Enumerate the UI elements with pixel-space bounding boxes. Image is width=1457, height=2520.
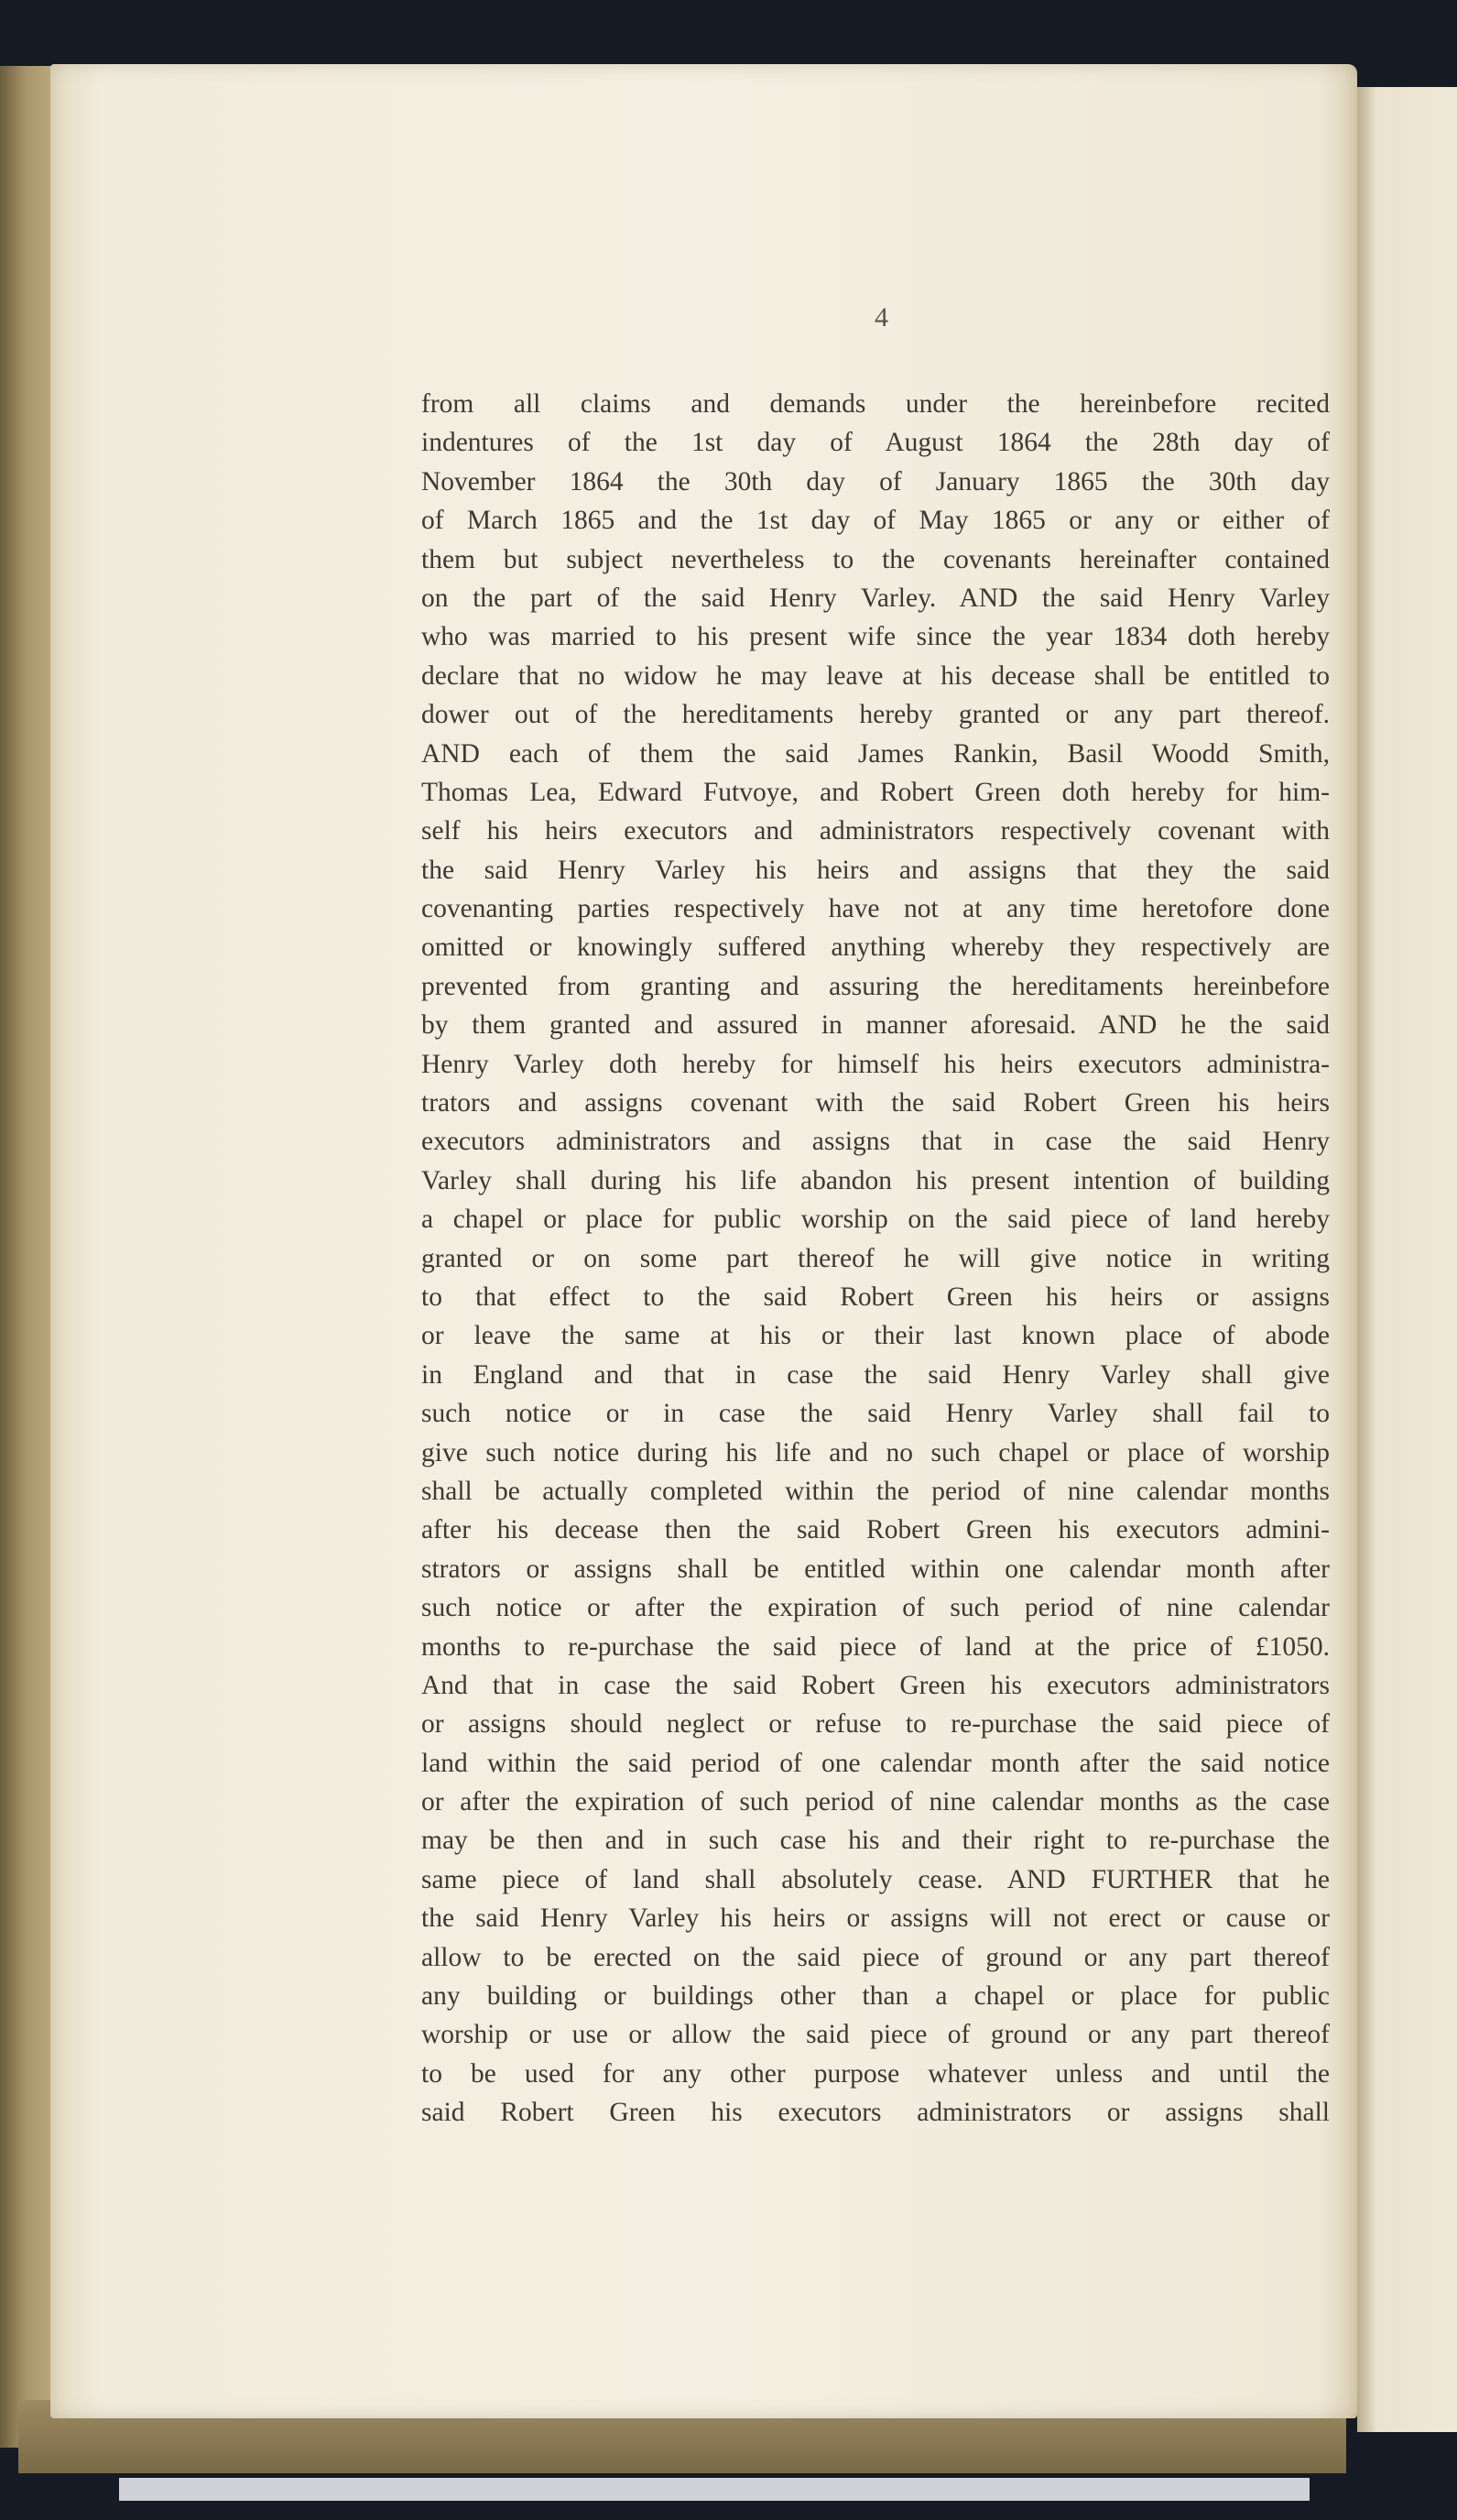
text-line: on the part of the said Henry Varley. AND the said Henry Varley: [421, 583, 1330, 613]
text-line: to that effect to the said Robert Green his heirs or assigns: [421, 1282, 1330, 1312]
text-line: shall be actually completed within the period of nine calendar months: [421, 1476, 1330, 1506]
text-line: November 1864 the 30th day of January 1865 the 30th day: [421, 466, 1330, 496]
text-line: Henry Varley doth hereby for himself his heirs executors administra-: [421, 1049, 1330, 1079]
body-text: [421, 385, 1330, 2133]
text-line: And that in case the said Robert Green his executors administrators: [421, 1670, 1330, 1700]
text-line: land within the said period of one calendar month after the said notice: [421, 1748, 1330, 1778]
text-line: prevented from granting and assuring the hereditaments hereinbefore: [421, 971, 1330, 1001]
text-line: a chapel or place for public worship on the said piece of land hereby: [421, 1205, 1330, 1235]
text-line: from all claims and demands under the hereinbefore recited: [421, 389, 1330, 419]
text-line: may be then and in such case his and their right to re-purchase the: [421, 1826, 1330, 1856]
text-line: Thomas Lea, Edward Futvoye, and Robert Green doth hereby for him-: [421, 777, 1330, 807]
text-line: any building or buildings other than a chapel or place for public: [421, 1981, 1330, 2012]
text-line: said Robert Green his executors administrators or assigns shall: [421, 2098, 1330, 2128]
text-line: to be used for any other purpose whatever unless and until the: [421, 2058, 1330, 2089]
text-line: granted or on some part thereof he will give notice in writing: [421, 1243, 1330, 1273]
text-line: or assigns should neglect or refuse to re-purchase the said piece of: [421, 1709, 1330, 1740]
text-line: who was married to his present wife since the year 1834 doth hereby: [421, 622, 1330, 652]
text-line: covenanting parties respectively have not at any time heretofore done: [421, 894, 1330, 924]
text-line: them but subject nevertheless to the covenants hereinafter contained: [421, 544, 1330, 574]
text-line: same piece of land shall absolutely cease. AND FURTHER that he: [421, 1864, 1330, 1894]
facing-page-edge: [1357, 87, 1457, 2432]
page-number: 4: [875, 302, 888, 333]
text-line: worship or use or allow the said piece of ground or any part thereof: [421, 2020, 1330, 2050]
text-line: strators or assigns shall be entitled within one calendar month after: [421, 1554, 1330, 1584]
text-line: or leave the same at his or their last known place of abode: [421, 1321, 1330, 1351]
text-line: self his heirs executors and administrators respectively covenant with: [421, 816, 1330, 846]
text-line: such notice or in case the said Henry Varley shall fail to: [421, 1399, 1330, 1429]
text-line: Varley shall during his life abandon his present intention of building: [421, 1165, 1330, 1195]
text-line: the said Henry Varley his heirs or assigns will not erect or cause or: [421, 1904, 1330, 1934]
text-line: after his decease then the said Robert Green his executors admini-: [421, 1515, 1330, 1545]
text-line: executors administrators and assigns that in case the said Henry: [421, 1127, 1330, 1157]
text-line: of March 1865 and the 1st day of May 1865 or any or either of: [421, 506, 1330, 536]
text-line: the said Henry Varley his heirs and assigns that they the said: [421, 855, 1330, 885]
text-line: AND each of them the said James Rankin, Basil Woodd Smith,: [421, 738, 1330, 769]
text-line: months to re-purchase the said piece of land at the price of £1050.: [421, 1631, 1330, 1662]
text-line: or after the expiration of such period of nine calendar months as the case: [421, 1787, 1330, 1817]
text-line: declare that no widow he may leave at his decease shall be entitled to: [421, 660, 1330, 691]
text-line: in England and that in case the said Henry Varley shall give: [421, 1359, 1330, 1390]
text-line: give such notice during his life and no such chapel or place of worship: [421, 1437, 1330, 1467]
text-line: trators and assigns covenant with the said Robert Green his heirs: [421, 1088, 1330, 1118]
text-line: such notice or after the expiration of such period of nine calendar: [421, 1593, 1330, 1623]
text-line: allow to be erected on the said piece of ground or any part thereof: [421, 1942, 1330, 1972]
scan-bottom-strip: [119, 2478, 1310, 2501]
text-line: by them granted and assured in manner aforesaid. AND he the said: [421, 1010, 1330, 1041]
text-line: indentures of the 1st day of August 1864 the 28th day of: [421, 428, 1330, 458]
text-line: omitted or knowingly suffered anything whereby they respectively are: [421, 933, 1330, 963]
text-line: dower out of the hereditaments hereby granted or any part thereof.: [421, 700, 1330, 730]
